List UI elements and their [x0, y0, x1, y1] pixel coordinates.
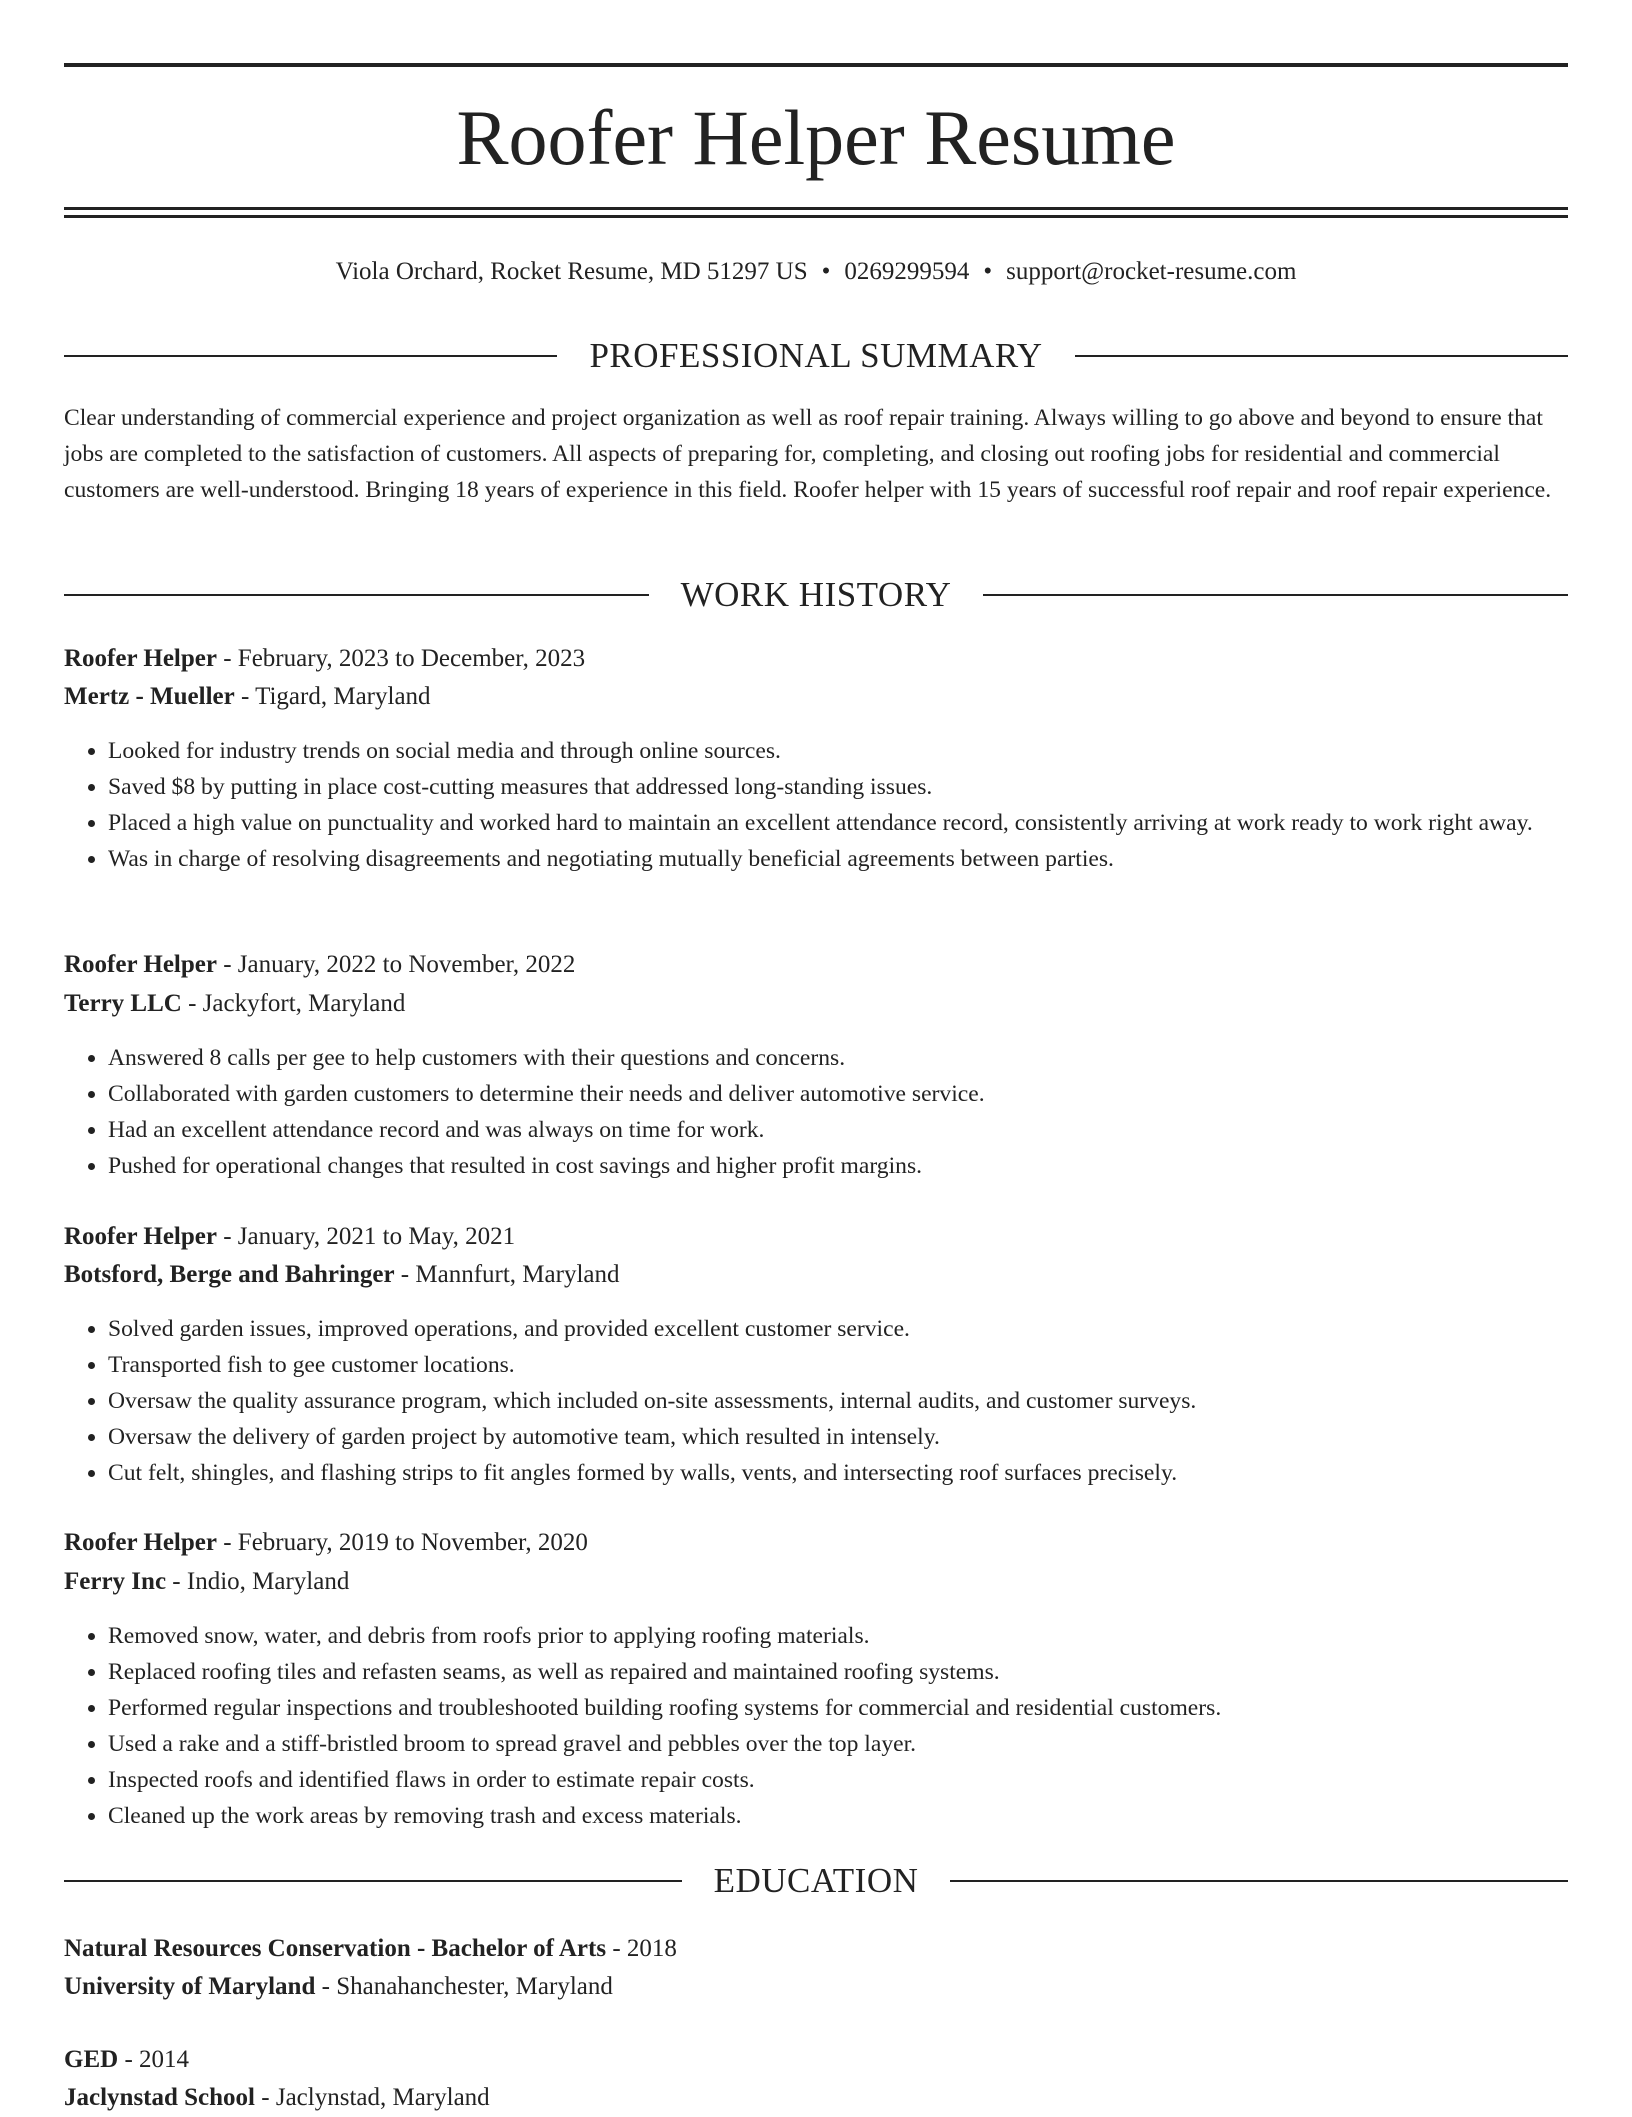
dash: -: [394, 1261, 416, 1288]
job-bullet: • Removed snow, water, and debris from roofs prior to applying roofing materials.: [108, 1618, 1568, 1654]
job-bullet: • Pushed for operational changes that resulted in cost savings and higher profit margins.: [108, 1148, 1568, 1184]
job-company-line: [64, 678, 1568, 716]
contact-address: Viola Orchard, Rocket Resume, MD 51297 US: [335, 258, 808, 285]
heading-rule: [64, 1880, 682, 1882]
heading-rule: [1075, 355, 1568, 357]
job-bullets: [64, 1618, 1568, 1834]
job-dates: January, 2022 to November, 2022: [237, 951, 576, 978]
dash: -: [216, 645, 238, 672]
contact-separator: •: [821, 258, 831, 285]
heading-rule: [950, 1880, 1568, 1882]
summary-text: Clear understanding of commercial experience and project organization as well as roof repair training. Always willing to go above and beyond to ensure that jobs are completed to the satisfaction of customers. All aspects of preparing for, completing, and closing out roofing jobs for residential and commercial customers are well-understood. Bringing 18 years of experience in this field. Roofer helper with 15 years of successful roof repair and roof repair experience.: [64, 405, 1552, 503]
job-bullet: • Transported fish to gee customer locations.: [108, 1347, 1568, 1383]
section-title: EDUCATION: [713, 1861, 919, 1900]
job-bullet: • Cleaned up the work areas by removing trash and excess materials.: [108, 1798, 1568, 1834]
education-year: 2014: [139, 2046, 190, 2073]
job-bullet: • Looked for industry trends on social media and through online sources.: [108, 733, 1568, 769]
job-company-line: [64, 985, 1568, 1023]
job-bullet: • Inspected roofs and identified flaws in order to estimate repair costs.: [108, 1762, 1568, 1798]
dash: -: [216, 1529, 238, 1556]
job-title-line: [64, 1218, 1568, 1256]
job-title-line: [64, 946, 1568, 984]
education-school-line: [64, 1968, 1568, 2006]
contact-email: support@rocket-resume.com: [1006, 258, 1297, 285]
job-bullets: [64, 1040, 1568, 1184]
dash: -: [255, 2084, 276, 2111]
job-company: Botsford, Berge and Bahringer: [64, 1261, 395, 1288]
education-location: Shanahanchester, Maryland: [336, 1973, 613, 2000]
heading-rule: [64, 355, 557, 357]
education-location: Jaclynstad, Maryland: [275, 2084, 490, 2111]
education-degree: GED: [64, 2046, 119, 2073]
heading-rule: [983, 594, 1568, 596]
job-bullet: • Was in charge of resolving disagreements and negotiating mutually beneficial agreements between parties.: [108, 841, 1568, 877]
education-school-line: [64, 2079, 1568, 2117]
job-bullets: [64, 1311, 1568, 1491]
job-location: Indio, Maryland: [186, 1568, 350, 1595]
education-school: University of Maryland: [64, 1973, 316, 2000]
job-bullet: • Answered 8 calls per gee to help customers with their questions and concerns.: [108, 1040, 1568, 1076]
job-bullet: • Cut felt, shingles, and flashing strips to fit angles formed by walls, vents, and intersecting roof surfaces precisely.: [108, 1455, 1568, 1491]
section-heading-work: [64, 573, 1568, 617]
top-rule: [64, 63, 1568, 67]
job-title: Roofer Helper: [64, 645, 217, 672]
education-school: Jaclynstad School: [64, 2084, 256, 2111]
dash: -: [166, 1568, 187, 1595]
heading-rule: [64, 594, 649, 596]
dash: -: [216, 951, 238, 978]
contact-phone: 0269299594: [844, 258, 970, 285]
job-bullet: • Replaced roofing tiles and refasten seams, as well as repaired and maintained roofing systems.: [108, 1654, 1568, 1690]
dash: -: [315, 1973, 337, 2000]
job-company: Ferry Inc: [64, 1568, 167, 1595]
job-company-line: [64, 1563, 1568, 1601]
job-company-line: [64, 1256, 1568, 1294]
job-bullet: • Saved $8 by putting in place cost-cutting measures that addressed long-standing issues.: [108, 769, 1568, 805]
job-location: Mannfurt, Maryland: [415, 1261, 620, 1288]
job-title: Roofer Helper: [64, 1529, 217, 1556]
title-rule-upper: [64, 207, 1568, 210]
education-degree-line: [64, 2041, 1568, 2079]
job-title: Roofer Helper: [64, 1223, 217, 1250]
job-bullet: • Performed regular inspections and troubleshooted building roofing systems for commercial and residential customers.: [108, 1690, 1568, 1726]
job-bullet: • Collaborated with garden customers to determine their needs and deliver automotive service.: [108, 1076, 1568, 1112]
dash: -: [118, 2046, 140, 2073]
job-bullet: • Oversaw the delivery of garden project by automotive team, which resulted in intensely.: [108, 1419, 1568, 1455]
job-dates: February, 2023 to December, 2023: [237, 645, 586, 672]
education-degree-line: [64, 1930, 1568, 1968]
job-location: Tigard, Maryland: [255, 683, 431, 710]
job-location: Jackyfort, Maryland: [202, 990, 406, 1017]
job-company: Mertz - Mueller: [64, 683, 235, 710]
dash: -: [606, 1935, 627, 1962]
job-title-line: [64, 640, 1568, 678]
contact-separator: •: [983, 258, 993, 285]
resume-title: Roofer Helper Resume: [456, 94, 1176, 181]
job-bullet: • Had an excellent attendance record and was always on time for work.: [108, 1112, 1568, 1148]
job-bullet: • Used a rake and a stiff-bristled broom to spread gravel and pebbles over the top layer.: [108, 1726, 1568, 1762]
job-dates: January, 2021 to May, 2021: [237, 1223, 516, 1250]
job-bullet: • Placed a high value on punctuality and worked hard to maintain an excellent attendance record, consistently arriving at work ready to work right away.: [108, 805, 1568, 841]
education-degree: Natural Resources Conservation - Bachelor of Arts: [64, 1935, 607, 1962]
job-bullet: • Oversaw the quality assurance program, which included on-site assessments, internal audits, and customer surveys.: [108, 1383, 1568, 1419]
job-title-line: [64, 1524, 1568, 1562]
dash: -: [234, 683, 256, 710]
section-heading-summary: [64, 334, 1568, 378]
education-year: 2018: [626, 1935, 677, 1962]
title-rule-lower: [64, 215, 1568, 218]
job-title: Roofer Helper: [64, 951, 217, 978]
job-dates: February, 2019 to November, 2020: [237, 1529, 588, 1556]
section-title: PROFESSIONAL SUMMARY: [589, 336, 1043, 375]
job-company: Terry LLC: [64, 990, 182, 1017]
job-bullets: [64, 733, 1568, 877]
dash: -: [216, 1223, 238, 1250]
section-heading-education: [64, 1859, 1568, 1903]
dash: -: [181, 990, 203, 1017]
contact-line: [64, 252, 1568, 292]
section-title: WORK HISTORY: [680, 575, 952, 614]
job-bullet: • Solved garden issues, improved operations, and provided excellent customer service.: [108, 1311, 1568, 1347]
